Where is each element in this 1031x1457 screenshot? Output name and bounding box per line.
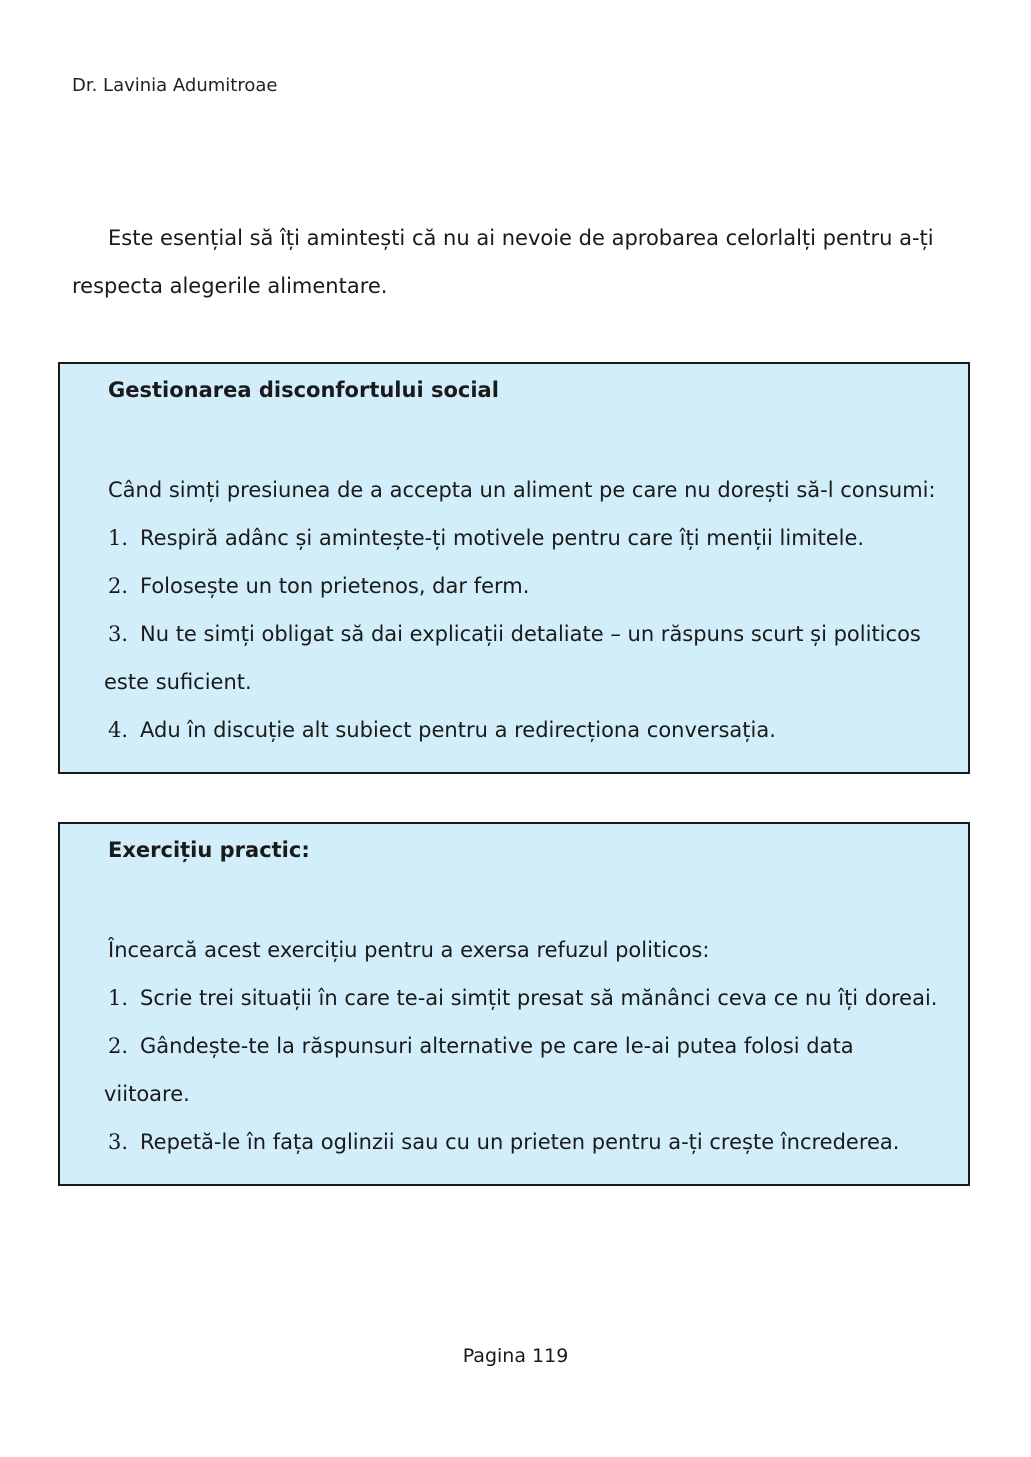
list-number: 3. <box>108 1130 129 1154</box>
list-item <box>106 706 968 754</box>
list-item <box>106 974 968 1022</box>
list-item-continuation: viitoare. <box>104 1082 190 1106</box>
list-item <box>106 1022 968 1070</box>
list-item <box>106 514 968 562</box>
practical-exercise-title: Exercițiu practic: <box>108 838 310 862</box>
list-item-text: Folosește un ton prietenos, dar ferm. <box>140 574 530 598</box>
practical-exercise-box <box>58 822 970 1186</box>
list-item <box>106 562 968 610</box>
intro-line-2: respecta alegerile alimentare. <box>72 274 388 298</box>
list-number: 2. <box>108 574 129 598</box>
intro-paragraph <box>72 214 962 310</box>
list-item-text: Respiră adânc și amintește-ți motivele pentru care îți menții limitele. <box>140 526 865 550</box>
social-discomfort-box <box>58 362 970 774</box>
list-item-text: Gândește-te la răspunsuri alternative pe care le-ai putea folosi data <box>140 1034 854 1058</box>
list-item-text: Adu în discuție alt subiect pentru a redirecționa conversația. <box>140 718 776 742</box>
practical-exercise-body <box>106 926 968 1166</box>
list-number: 1. <box>108 986 129 1010</box>
list-item-text: Scrie trei situații în care te-ai simțit presat să mănânci ceva ce nu îți doreai. <box>140 986 938 1010</box>
list-number: 2. <box>108 1034 129 1058</box>
page-number: Pagina 119 <box>462 1345 569 1367</box>
list-item-text: Repetă-le în fața oglinzii sau cu un prieten pentru a-ți crește încrederea. <box>140 1130 900 1154</box>
list-item <box>106 610 968 658</box>
practical-exercise-lead: Încearcă acest exercițiu pentru a exersa refuzul politicos: <box>108 938 710 962</box>
running-header-author: Dr. Lavinia Adumitroae <box>72 75 278 96</box>
list-item-continuation: este suficient. <box>104 670 252 694</box>
list-number: 1. <box>108 526 129 550</box>
social-discomfort-title: Gestionarea disconfortului social <box>108 378 499 402</box>
intro-line-1: Este esențial să îți amintești că nu ai nevoie de aprobarea celorlalți pentru a-ți <box>108 226 934 250</box>
social-discomfort-body <box>106 466 968 754</box>
list-number: 3. <box>108 622 129 646</box>
social-discomfort-lead: Când simți presiunea de a accepta un aliment pe care nu dorești să-l consumi: <box>108 478 936 502</box>
list-item <box>106 1118 968 1166</box>
list-number: 4. <box>108 718 129 742</box>
list-item-text: Nu te simți obligat să dai explicații detaliate – un răspuns scurt și politicos <box>140 622 921 646</box>
